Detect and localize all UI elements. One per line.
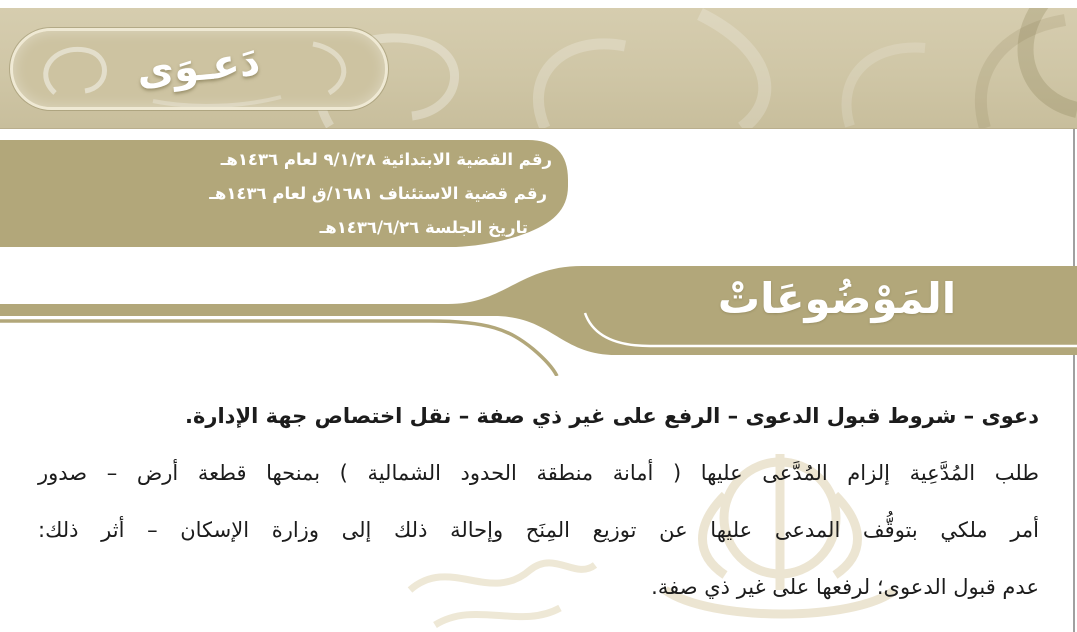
case-info-box — [0, 140, 568, 248]
hearing-date: تاريخ الجلسة ١٤٣٦/٦/٢٦هـ — [319, 218, 528, 237]
case-number-first-instance: رقم القضية الابتدائية ٩/١/٢٨ لعام ١٤٣٦هـ — [220, 150, 552, 169]
summary-line-3: عدم قبول الدعوى؛ لرفعها على غير ذي صفة. — [651, 575, 1039, 599]
summary-line-2: أمر ملكي بتوقُّف المدعى عليها عن توزيع المِنَح وإحالة ذلك إلى وزارة الإسكان – أثر ذلك: — [38, 518, 1039, 542]
case-type-label: دَعـوَى — [135, 38, 263, 96]
case-number-appeal: رقم قضية الاستئناف ١٦٨١/ق لعام ١٤٣٦هـ — [209, 184, 547, 203]
section-title: المَوْضُوعَاتْ — [717, 274, 957, 323]
topics-section-header — [0, 258, 1077, 376]
header-band — [0, 8, 1077, 129]
case-summary — [38, 388, 1039, 616]
headnote: دعوى – شروط قبول الدعوى – الرفع على غير ذي صفة – نقل اختصاص جهة الإدارة. — [185, 404, 1039, 428]
case-type-badge — [10, 28, 388, 110]
summary-line-1: طلب المُدَّعِية إلزام المُدَّعى عليها ( أمانة منطقة الحدود الشمالية ) بمنحها قطعة أرض – صدور — [38, 461, 1039, 485]
